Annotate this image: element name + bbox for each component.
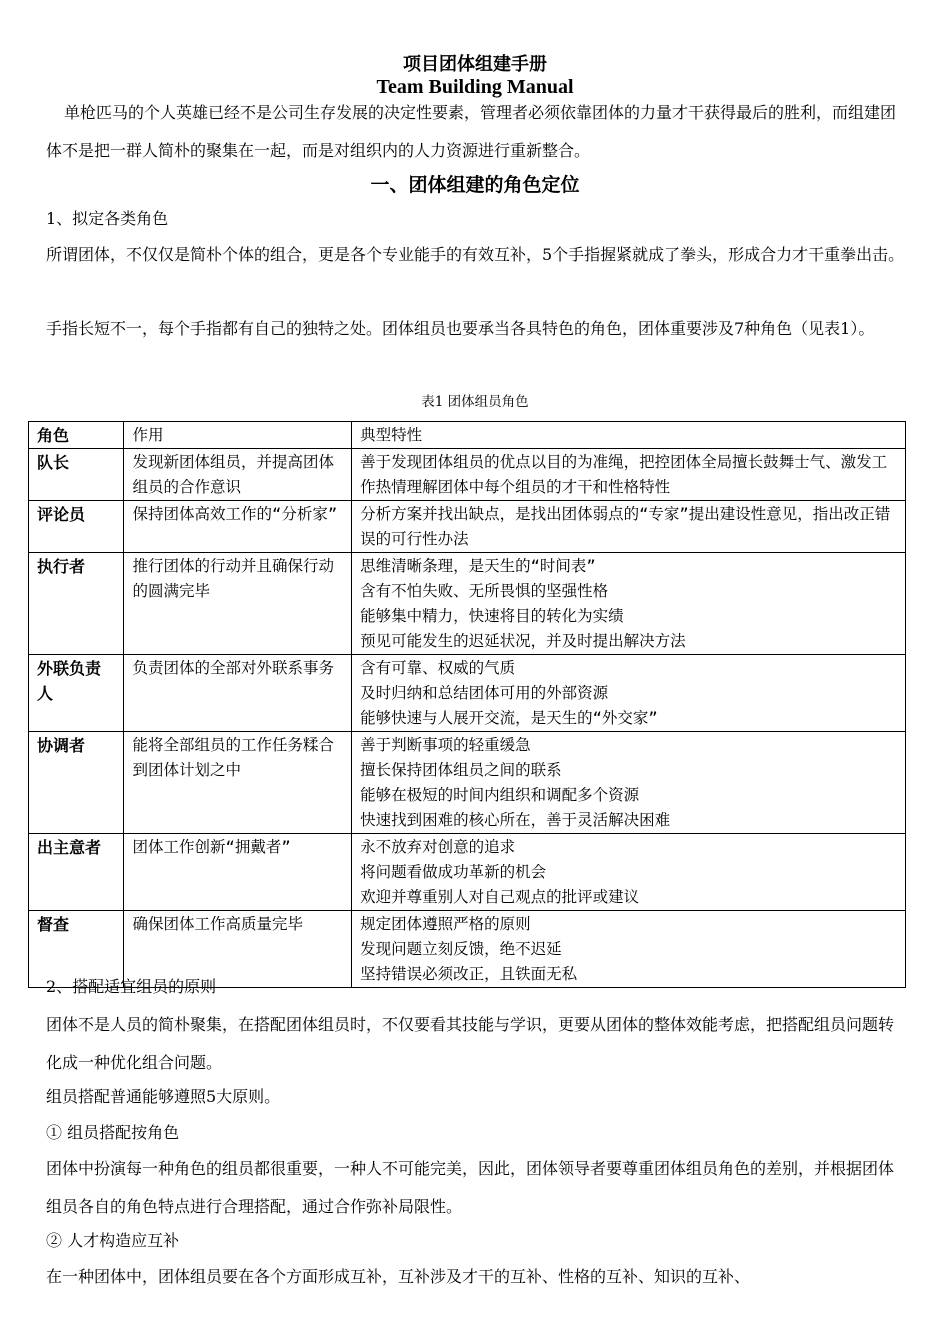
subheading-1: 1、拟定各类角色 <box>46 209 169 228</box>
table-row <box>29 449 906 501</box>
principle-item-1: ① 组员搭配按角色 <box>46 1123 180 1142</box>
function-cell: 推行团体的行动并且确保行动的圆满完毕 <box>124 553 352 655</box>
role-cell: 评论员 <box>29 501 124 553</box>
trait-line: 欢迎并尊重别人对自己观点的批评或建议 <box>360 888 640 906</box>
trait-line: 能够快速与人展开交流，是天生的“外交家” <box>360 709 658 727</box>
trait-line: 及时归纳和总结团体可用的外部资源 <box>360 684 609 702</box>
section-heading-1: 一、团体组建的角色定位 <box>370 174 580 196</box>
function-cell: 能将全部组员的工作任务糅合到团体计划之中 <box>124 732 352 834</box>
trait-line: 预见可能发生的迟延状况，并及时提出解决方法 <box>360 632 686 650</box>
trait-line: 思维清晰条理，是天生的“时间表” <box>360 557 596 575</box>
table-row <box>29 553 906 655</box>
function-cell: 确保团体工作高质量完毕 <box>124 911 352 988</box>
role-cell: 督查 <box>29 911 124 988</box>
traits-cell <box>352 501 906 553</box>
roles-table <box>28 421 906 988</box>
trait-line: 分析方案并找出缺点，是找出团体弱点的“专家”提出建设性意见，指出改正错误的可行性办法 <box>360 505 891 548</box>
table-row <box>29 501 906 553</box>
section2-paragraph-1: 团体不是人员的简朴聚集，在搭配团体组员时，不仅要看其技能与学识，更要从团体的整体效能考虑，把搭配组员问题转化成一种优化组合问题。 <box>46 1015 895 1072</box>
trait-line: 规定团体遵照严格的原则 <box>360 915 531 933</box>
trait-line: 快速找到困难的核心所在，善于灵活解决困难 <box>360 811 671 829</box>
function-cell: 保持团体高效工作的“分析家” <box>124 501 352 553</box>
traits-cell <box>352 834 906 911</box>
document-title-en: Team Building Manual <box>376 76 574 98</box>
trait-line: 能够在极短的时间内组织和调配多个资源 <box>360 786 640 804</box>
traits-cell <box>352 553 906 655</box>
trait-line: 能够集中精力，快速将目的转化为实绩 <box>360 607 624 625</box>
role-cell: 出主意者 <box>29 834 124 911</box>
trait-line: 发现问题立刻反馈，绝不迟延 <box>360 940 562 958</box>
section2-paragraph-3: 团体中扮演每一种角色的组员都很重要，一种人不可能完美，因此，团体领导者要尊重团体组员角色的差别，并根据团体组员各自的角色特点进行合理搭配，通过合作弥补局限性。 <box>46 1159 895 1216</box>
trait-line: 含有可靠、权威的气质 <box>360 659 516 677</box>
function-cell: 团体工作创新“拥戴者” <box>124 834 352 911</box>
table-row <box>29 732 906 834</box>
section1-paragraph-2: 手指长短不一，每个手指都有自己的独特之处。团体组员也要承当各具特色的角色，团体重要涉及7种角色（见表1）。 <box>46 319 875 338</box>
header-function: 作用 <box>124 422 352 449</box>
role-cell: 队长 <box>29 449 124 501</box>
table-header-row <box>29 422 906 449</box>
document-title-cn: 项目团体组建手册 <box>403 54 547 75</box>
trait-line: 永不放弃对创意的追求 <box>360 838 516 856</box>
trait-line: 善于判断事项的轻重缓急 <box>360 736 531 754</box>
table-body <box>29 449 906 988</box>
function-cell: 负责团体的全部对外联系事务 <box>124 655 352 732</box>
traits-cell <box>352 732 906 834</box>
trait-line: 善于发现团体组员的优点以目的为准绳，把控团体全局擅长鼓舞士气、激发工作热情理解团体中每个组员的才干和性格特性 <box>360 453 888 496</box>
trait-line: 将问题看做成功革新的机会 <box>360 863 547 881</box>
trait-line: 坚持错误必须改正，且铁面无私 <box>360 965 578 983</box>
trait-line: 含有不怕失败、无所畏惧的坚强性格 <box>360 582 609 600</box>
principle-item-2: ② 人才构造应互补 <box>46 1231 180 1250</box>
section1-paragraph-1: 所谓团体，不仅仅是简朴个体的组合，更是各个专业能手的有效互补，5个手指握紧就成了拳头，形成合力才干重拳出击。 <box>46 245 905 264</box>
role-cell: 执行者 <box>29 553 124 655</box>
traits-cell <box>352 449 906 501</box>
function-cell: 发现新团体组员，并提高团体组员的合作意识 <box>124 449 352 501</box>
section2-paragraph-2: 组员搭配普通能够遵照5大原则。 <box>46 1087 281 1106</box>
table-row <box>29 834 906 911</box>
header-traits: 典型特性 <box>352 422 906 449</box>
table-row <box>29 655 906 732</box>
section2-paragraph-4: 在一种团体中，团体组员要在各个方面形成互补，互补涉及才干的互补、性格的互补、知识的互补、 <box>46 1267 751 1286</box>
intro-paragraph: 单枪匹马的个人英雄已经不是公司生存发展的决定性要素，管理者必须依靠团体的力量才干获得最后的胜利，而组建团体不是把一群人简朴的聚集在一起，而是对组织内的人力资源进行重新整合。 <box>46 103 897 160</box>
table-caption: 表1 团体组员角色 <box>421 394 529 410</box>
traits-cell <box>352 655 906 732</box>
role-cell: 外联负责人 <box>29 655 124 732</box>
subheading-2: 2、搭配适宜组员的原则 <box>46 977 217 996</box>
trait-line: 擅长保持团体组员之间的联系 <box>360 761 562 779</box>
role-cell: 协调者 <box>29 732 124 834</box>
header-role: 角色 <box>29 422 124 449</box>
